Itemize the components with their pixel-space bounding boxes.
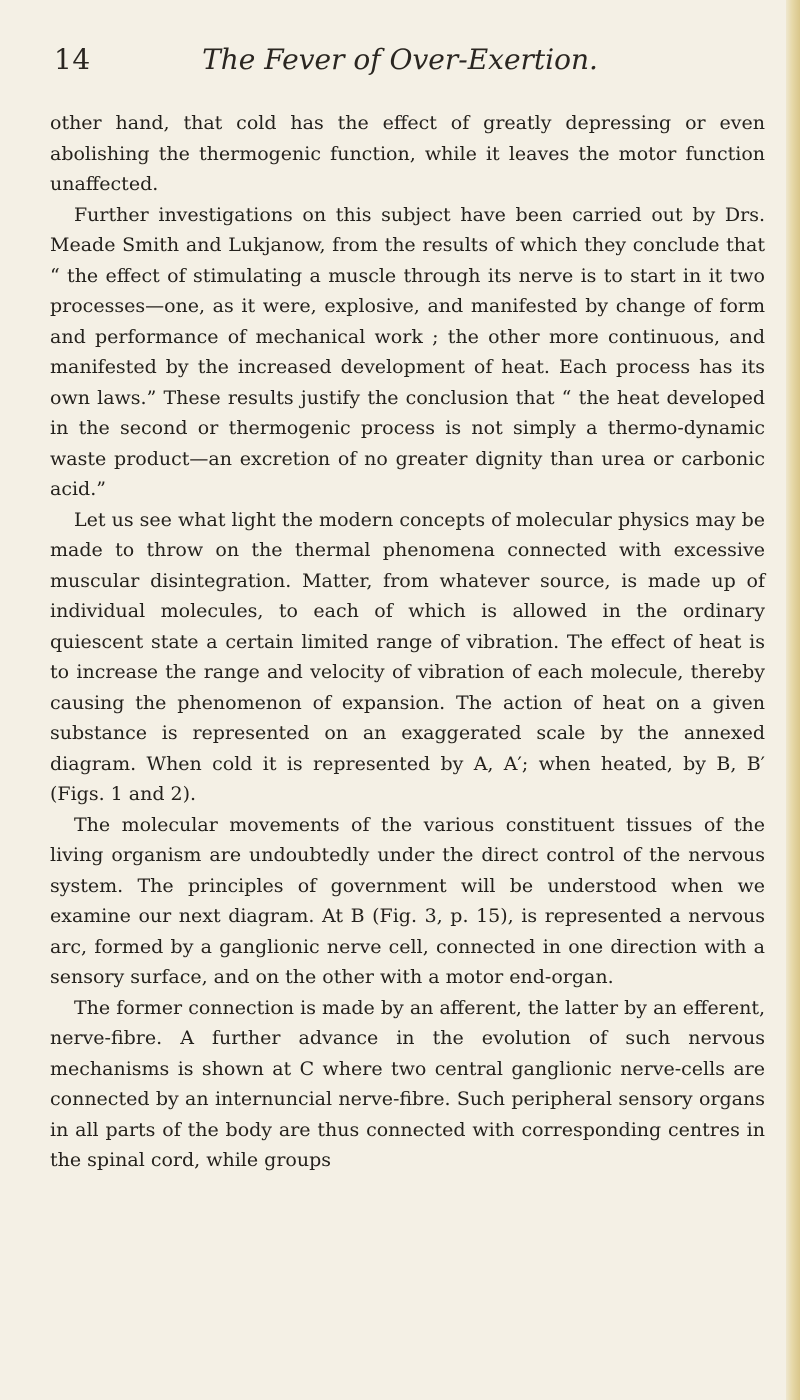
page-number: 14	[54, 43, 91, 76]
paragraph-3: Let us see what light the modern concepts of molecular physics may be made to throw on the thermal phenomena connected with excessive muscular disintegration. Matter, from whatever source, is made up of individual molecules, to each of which is allowed in the ordinary quiescent state a certain limited range of vibration. The effect of heat is to increase the range and velocity of vibration of each molecule, thereby causing the phenomenon of expansion. The action of heat on a given substance is represented on an exaggerated scale by the annexed diagram. When cold it is represented by A, A′; when heated, by B, B′ (Figs. 1 and 2).	[50, 508, 765, 805]
body-text	[50, 108, 765, 1176]
running-title: The Fever of Over-Exertion.	[202, 43, 598, 76]
paragraph-1: other hand, that cold has the effect of greatly depressing or even abolishing the thermogenic function, while it leaves the motor function unaffected.	[50, 112, 765, 195]
paragraph-5: The former connection is made by an afferent, the latter by an efferent, nerve-fibre. A further advance in the evolution of such nervous mechanisms is shown at C where two central ganglionic nerve-cells are connected by an internuncial nerve-fibre. Such peripheral sensory organs in all parts of the body are thus connected with corresponding centres in the spinal cord, while groups	[50, 996, 765, 1171]
paragraph-4: The molecular movements of the various constituent tissues of the living organism are undoubtedly under the direct control of the nervous system. The principles of government will be understood when we examine our next diagram. At B (Fig. 3, p. 15), is represented a nervous arc, formed by a ganglionic nerve cell, connected in one direction with a sensory surface, and on the other with a motor end-organ.	[50, 813, 765, 988]
page-edge	[786, 0, 800, 1400]
page-header	[0, 43, 800, 90]
paragraph-2: Further investigations on this subject have been carried out by Drs. Meade Smith and Lukjanow, from the results of which they conclude that “ the effect of stimulating a muscle through its nerve is to start in it two processes—one, as it were, explosive, and manifested by change of form and performance of mechanical work ; the other more continuous, and manifested by the increased development of heat. Each process has its own laws.” These results justify the conclusion that “ the heat developed in the second or thermogenic process is not simply a thermo-dynamic waste product—an excretion of no greater dignity than urea or carbonic acid.”	[50, 203, 765, 500]
